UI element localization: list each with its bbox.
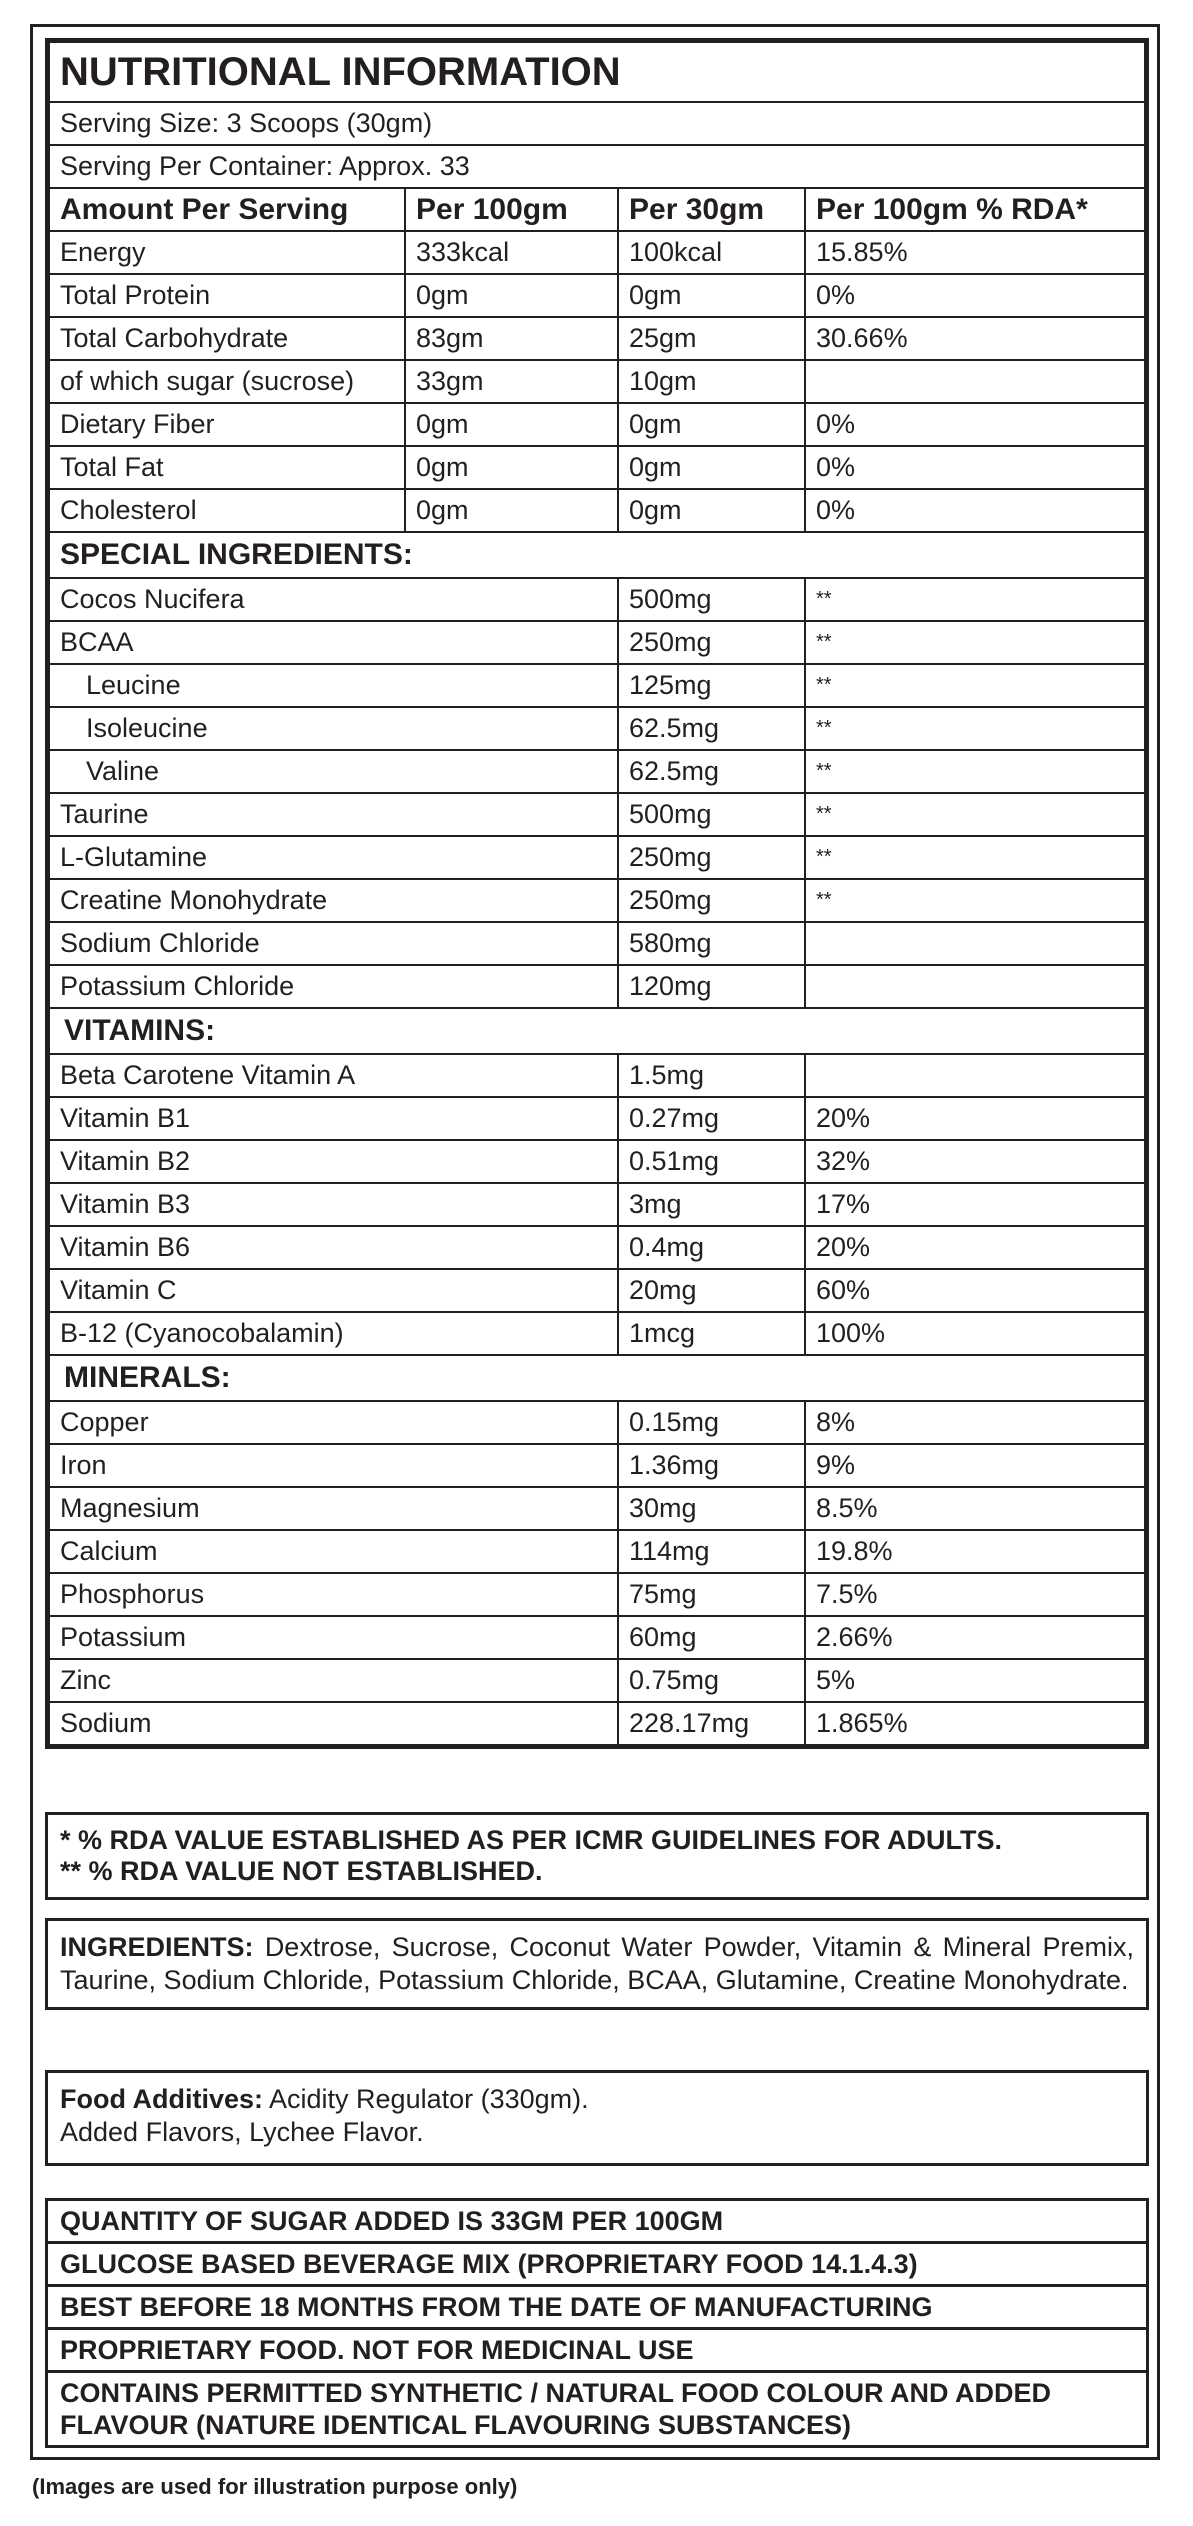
special-item-amount: 500mg <box>618 578 805 621</box>
vitamins-item-rda <box>805 1054 1145 1097</box>
statement-glucose-mix: GLUCOSE BASED BEVERAGE MIX (PROPRIETARY FOOD 14.1.4.3) <box>48 2244 1146 2287</box>
special-item-name: Taurine <box>49 793 618 836</box>
vitamins-item-row <box>49 1312 1145 1355</box>
vitamins-item-amount: 0.4mg <box>618 1226 805 1269</box>
minerals-item-name: Calcium <box>49 1530 618 1573</box>
nutrient-per-30gm: 0gm <box>618 274 805 317</box>
nutrient-row <box>49 403 1145 446</box>
minerals-item-amount: 30mg <box>618 1487 805 1530</box>
special-item-name: BCAA <box>49 621 618 664</box>
ingredients-label: INGREDIENTS: <box>60 1932 254 1962</box>
minerals-item-rda: 8% <box>805 1401 1145 1444</box>
minerals-item-row <box>49 1659 1145 1702</box>
minerals-item-amount: 75mg <box>618 1573 805 1616</box>
nutrient-row <box>49 446 1145 489</box>
ingredients-text: Dextrose, Sucrose, Coconut Water Powder, Vitamin & Mineral Premix, Taurine, Sodium Chloride, Potassium Chloride, BCAA, Glutamine, Creatine Monohydrate. <box>60 1932 1134 1995</box>
minerals-item-amount: 1.36mg <box>618 1444 805 1487</box>
vitamins-item-amount: 1.5mg <box>618 1054 805 1097</box>
nutrient-rda: 0% <box>805 489 1145 532</box>
nutrient-row <box>49 274 1145 317</box>
special-section-heading: SPECIAL INGREDIENTS: <box>49 532 1145 578</box>
special-item-row <box>49 965 1145 1008</box>
nutrient-per-30gm: 0gm <box>618 403 805 446</box>
vitamins-section-heading: VITAMINS: <box>49 1008 1145 1054</box>
special-item-row <box>49 664 1145 707</box>
special-item-amount: 62.5mg <box>618 750 805 793</box>
nutrient-per-100gm: 333kcal <box>405 231 618 274</box>
minerals-item-name: Phosphorus <box>49 1573 618 1616</box>
vitamins-item-row <box>49 1097 1145 1140</box>
statement-sugar-added: QUANTITY OF SUGAR ADDED IS 33GM PER 100GM <box>48 2201 1146 2244</box>
vitamins-item-row <box>49 1269 1145 1312</box>
vitamins-item-rda: 20% <box>805 1226 1145 1269</box>
serving-size: Serving Size: 3 Scoops (30gm) <box>49 102 1145 145</box>
nutrient-name: Total Protein <box>49 274 405 317</box>
minerals-item-rda: 19.8% <box>805 1530 1145 1573</box>
minerals-item-name: Potassium <box>49 1616 618 1659</box>
rda-notes-box <box>45 1812 1149 1900</box>
vitamins-item-amount: 0.27mg <box>618 1097 805 1140</box>
minerals-item-row <box>49 1573 1145 1616</box>
special-item-name: L-Glutamine <box>49 836 618 879</box>
statements-box <box>45 2198 1149 2448</box>
minerals-section-heading: MINERALS: <box>49 1355 1145 1401</box>
nutrient-per-30gm: 25gm <box>618 317 805 360</box>
nutrient-per-100gm: 0gm <box>405 403 618 446</box>
nutrition-table <box>48 41 1146 1746</box>
header-per-100gm: Per 100gm <box>405 188 618 231</box>
special-item-rda <box>805 922 1145 965</box>
vitamins-item-rda: 32% <box>805 1140 1145 1183</box>
special-item-name: Cocos Nucifera <box>49 578 618 621</box>
special-item-name: Leucine <box>49 664 618 707</box>
servings-per-container: Serving Per Container: Approx. 33 <box>49 145 1145 188</box>
vitamins-item-row <box>49 1140 1145 1183</box>
column-header-row <box>49 188 1145 231</box>
vitamins-item-amount: 20mg <box>618 1269 805 1312</box>
special-section-row <box>49 532 1145 578</box>
nutrient-per-30gm: 0gm <box>618 489 805 532</box>
food-additives-box <box>45 2070 1149 2166</box>
minerals-item-amount: 0.15mg <box>618 1401 805 1444</box>
nutrient-per-100gm: 33gm <box>405 360 618 403</box>
nutrient-per-100gm: 0gm <box>405 446 618 489</box>
special-item-amount: 125mg <box>618 664 805 707</box>
nutrient-rda: 0% <box>805 274 1145 317</box>
nutrient-per-100gm: 0gm <box>405 274 618 317</box>
special-item-rda: ** <box>805 707 1145 750</box>
special-item-row <box>49 922 1145 965</box>
nutrient-per-30gm: 10gm <box>618 360 805 403</box>
vitamins-item-rda: 100% <box>805 1312 1145 1355</box>
nutrient-name: of which sugar (sucrose) <box>49 360 405 403</box>
rda-note-not-established: ** % RDA VALUE NOT ESTABLISHED. <box>60 1856 543 1886</box>
nutrient-row <box>49 231 1145 274</box>
vitamins-item-row <box>49 1054 1145 1097</box>
minerals-item-rda: 1.865% <box>805 1702 1145 1745</box>
minerals-item-rda: 9% <box>805 1444 1145 1487</box>
minerals-item-row <box>49 1616 1145 1659</box>
special-item-row <box>49 707 1145 750</box>
vitamins-item-name: Vitamin C <box>49 1269 618 1312</box>
special-item-row <box>49 879 1145 922</box>
special-item-amount: 250mg <box>618 879 805 922</box>
vitamins-item-amount: 0.51mg <box>618 1140 805 1183</box>
illustration-disclaimer: (Images are used for illustration purpose only) <box>32 2474 518 2499</box>
minerals-item-amount: 114mg <box>618 1530 805 1573</box>
special-item-name: Creatine Monohydrate <box>49 879 618 922</box>
minerals-item-row <box>49 1702 1145 1745</box>
minerals-item-name: Zinc <box>49 1659 618 1702</box>
vitamins-item-row <box>49 1183 1145 1226</box>
nutrient-rda: 15.85% <box>805 231 1145 274</box>
nutrition-facts-panel <box>45 38 1149 1749</box>
vitamins-item-name: Vitamin B2 <box>49 1140 618 1183</box>
special-item-rda: ** <box>805 664 1145 707</box>
special-item-row <box>49 793 1145 836</box>
added-flavors-text: Added Flavors, Lychee Flavor. <box>60 2117 424 2147</box>
nutrient-per-100gm: 83gm <box>405 317 618 360</box>
minerals-item-name: Sodium <box>49 1702 618 1745</box>
special-item-amount: 500mg <box>618 793 805 836</box>
nutrient-rda <box>805 360 1145 403</box>
statement-proprietary-food: PROPRIETARY FOOD. NOT FOR MEDICINAL USE <box>48 2330 1146 2373</box>
special-item-rda: ** <box>805 879 1145 922</box>
special-item-amount: 250mg <box>618 621 805 664</box>
special-item-name: Valine <box>49 750 618 793</box>
minerals-item-rda: 2.66% <box>805 1616 1145 1659</box>
special-item-row <box>49 621 1145 664</box>
minerals-item-row <box>49 1444 1145 1487</box>
special-item-row <box>49 578 1145 621</box>
special-item-amount: 250mg <box>618 836 805 879</box>
special-item-rda: ** <box>805 793 1145 836</box>
nutrient-name: Energy <box>49 231 405 274</box>
minerals-item-row <box>49 1487 1145 1530</box>
minerals-item-amount: 60mg <box>618 1616 805 1659</box>
nutrient-rda: 0% <box>805 403 1145 446</box>
special-item-rda: ** <box>805 621 1145 664</box>
vitamins-item-amount: 1mcg <box>618 1312 805 1355</box>
minerals-item-row <box>49 1401 1145 1444</box>
vitamins-item-name: Vitamin B3 <box>49 1183 618 1226</box>
minerals-item-amount: 228.17mg <box>618 1702 805 1745</box>
food-additives-text: Acidity Regulator (330gm). <box>269 2084 589 2114</box>
header-amount-per-serving: Amount Per Serving <box>49 188 405 231</box>
special-item-rda: ** <box>805 578 1145 621</box>
vitamins-item-row <box>49 1226 1145 1269</box>
vitamins-item-name: Vitamin B6 <box>49 1226 618 1269</box>
special-item-rda <box>805 965 1145 1008</box>
minerals-item-rda: 8.5% <box>805 1487 1145 1530</box>
minerals-item-row <box>49 1530 1145 1573</box>
header-per-30gm: Per 30gm <box>618 188 805 231</box>
vitamins-item-amount: 3mg <box>618 1183 805 1226</box>
nutrient-per-30gm: 0gm <box>618 446 805 489</box>
minerals-item-name: Magnesium <box>49 1487 618 1530</box>
minerals-item-amount: 0.75mg <box>618 1659 805 1702</box>
vitamins-section-row <box>49 1008 1145 1054</box>
nutrient-name: Total Fat <box>49 446 405 489</box>
special-item-row <box>49 836 1145 879</box>
special-item-amount: 120mg <box>618 965 805 1008</box>
vitamins-item-name: Beta Carotene Vitamin A <box>49 1054 618 1097</box>
food-additives-label: Food Additives: <box>60 2084 263 2114</box>
nutrition-title: NUTRITIONAL INFORMATION <box>49 42 1145 102</box>
minerals-item-name: Iron <box>49 1444 618 1487</box>
vitamins-item-name: B-12 (Cyanocobalamin) <box>49 1312 618 1355</box>
vitamins-item-name: Vitamin B1 <box>49 1097 618 1140</box>
special-item-name: Sodium Chloride <box>49 922 618 965</box>
nutrient-name: Dietary Fiber <box>49 403 405 446</box>
nutrient-rda: 30.66% <box>805 317 1145 360</box>
special-item-rda: ** <box>805 750 1145 793</box>
header-rda: Per 100gm % RDA* <box>805 188 1145 231</box>
special-item-row <box>49 750 1145 793</box>
minerals-section-row <box>49 1355 1145 1401</box>
nutrient-rda: 0% <box>805 446 1145 489</box>
statement-best-before: BEST BEFORE 18 MONTHS FROM THE DATE OF MANUFACTURING <box>48 2287 1146 2330</box>
nutrient-name: Cholesterol <box>49 489 405 532</box>
nutrient-per-30gm: 100kcal <box>618 231 805 274</box>
special-item-amount: 62.5mg <box>618 707 805 750</box>
minerals-item-rda: 7.5% <box>805 1573 1145 1616</box>
nutrient-row <box>49 317 1145 360</box>
ingredients-box <box>45 1918 1149 2010</box>
special-item-amount: 580mg <box>618 922 805 965</box>
special-item-name: Isoleucine <box>49 707 618 750</box>
special-item-rda: ** <box>805 836 1145 879</box>
rda-note-established: * % RDA VALUE ESTABLISHED AS PER ICMR GUIDELINES FOR ADULTS. <box>60 1825 1003 1855</box>
minerals-item-name: Copper <box>49 1401 618 1444</box>
special-item-name: Potassium Chloride <box>49 965 618 1008</box>
nutrient-row <box>49 489 1145 532</box>
nutrient-per-100gm: 0gm <box>405 489 618 532</box>
statement-colour-flavour: CONTAINS PERMITTED SYNTHETIC / NATURAL FOOD COLOUR AND ADDED FLAVOUR (NATURE IDENTICAL FLAVOURING SUBSTANCES) <box>60 2378 1051 2440</box>
vitamins-item-rda: 17% <box>805 1183 1145 1226</box>
vitamins-item-rda: 20% <box>805 1097 1145 1140</box>
vitamins-item-rda: 60% <box>805 1269 1145 1312</box>
minerals-item-rda: 5% <box>805 1659 1145 1702</box>
nutrient-row <box>49 360 1145 403</box>
nutrient-name: Total Carbohydrate <box>49 317 405 360</box>
